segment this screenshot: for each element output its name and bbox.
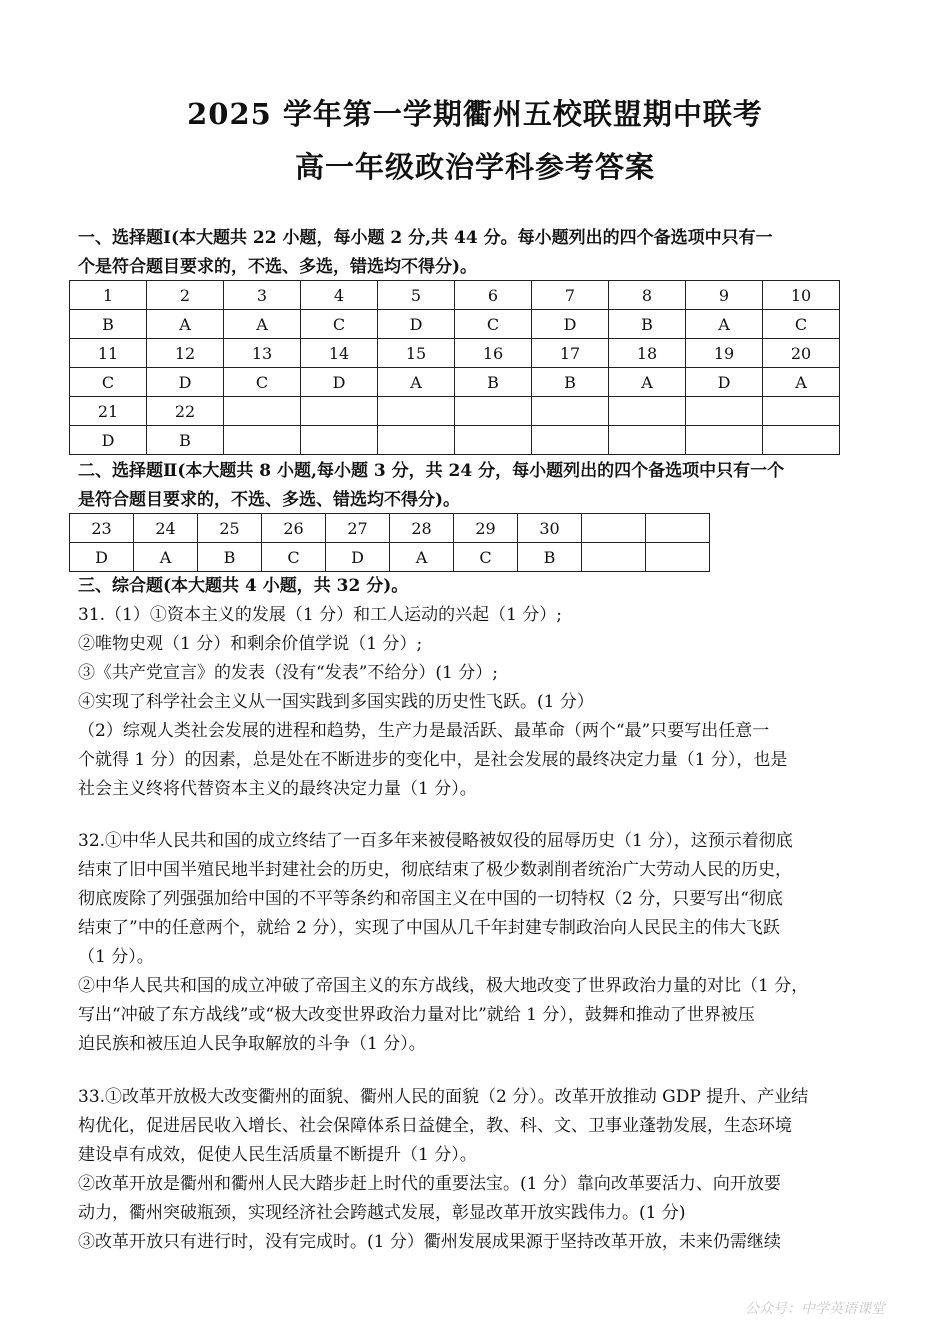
answer-cell: D [378,310,455,339]
answer-line: 写出“冲破了东方战线”或“极大改变世界政治力量对比”就给 1 分），鼓舞和推动了世界被压 [78,1005,755,1025]
answer-cell: D [70,426,147,455]
question-number-cell: 14 [301,339,378,368]
table-row [70,281,840,310]
table-row [70,543,710,572]
question-number-cell: 25 [198,514,262,543]
question-number-cell: 20 [763,339,840,368]
question-32-answer [78,827,878,1059]
question-number-cell: 19 [686,339,763,368]
page-title: 2025 学年第一学期衢州五校联盟期中联考 [187,97,763,131]
question-number-cell [532,397,609,426]
answer-cell: B [147,426,224,455]
page-subtitle: 高一年级政治学科参考答案 [294,150,655,184]
answer-cell: C [301,310,378,339]
question-number-cell: 22 [147,397,224,426]
answer-cell: A [147,310,224,339]
question-31-answer [78,601,878,804]
answer-cell: C [70,368,147,397]
question-number-cell: 16 [455,339,532,368]
answer-line: 建设卓有成效，促使人民生活质量不断提升（1 分）。 [78,1145,477,1165]
question-number-cell: 15 [378,339,455,368]
answer-cell: B [532,368,609,397]
question-number-cell [301,397,378,426]
question-number-cell: 9 [686,281,763,310]
question-number-cell [763,397,840,426]
question-number-cell: 23 [70,514,134,543]
question-number-cell: 2 [147,281,224,310]
answer-cell [646,543,710,572]
answer-cell: B [518,543,582,572]
answer-line: 31.（1）①资本主义的发展（1 分）和工人运动的兴起（1 分）; [78,605,563,625]
watermark: 公众号：中学英语课堂 [745,1301,885,1317]
question-number-cell: 26 [262,514,326,543]
answer-line: 社会主义终将代替资本主义的最终决定力量（1 分）。 [78,779,477,799]
answer-cell: D [70,543,134,572]
question-number-cell: 1 [70,281,147,310]
answer-table-1 [69,280,840,455]
question-number-cell: 7 [532,281,609,310]
answer-cell [455,426,532,455]
answer-cell: D [686,368,763,397]
question-number-cell: 17 [532,339,609,368]
answer-line: 个就得 1 分）的因素，总是处在不断进步的变化中，是社会发展的最终决定力量（1 分），也是 [78,750,788,770]
answer-cell: B [70,310,147,339]
answer-cell: A [224,310,301,339]
answer-cell: C [224,368,301,397]
question-number-cell: 27 [326,514,390,543]
answer-cell: B [198,543,262,572]
answer-cell: D [147,368,224,397]
section2-heading-line1: 二、选择题Ⅱ(本大题共 8 小题,每小题 3 分，共 24 分，每小题列出的四个备选项中只有一个 [78,461,785,481]
question-number-cell: 12 [147,339,224,368]
answer-line: （2）综观人类社会发展的进程和趋势，生产力是最活跃、最革命（两个“最”只要写出任意一 [78,721,770,741]
question-number-cell: 13 [224,339,301,368]
section1-heading-line1: 一、选择题Ⅰ(本大题共 22 小题，每小题 2 分,共 44 分。每小题列出的四个备选项中只有一 [78,228,773,248]
answer-line: ③改革开放只有进行时，没有完成时。(1 分）衢州发展成果源于坚持改革开放，未来仍需继续 [78,1232,781,1252]
answer-cell: C [763,310,840,339]
section3-heading: 三、综合题(本大题共 4 小题，共 32 分)。 [78,576,409,596]
question-number-cell: 5 [378,281,455,310]
answer-cell: B [455,368,532,397]
table-row [70,426,840,455]
answer-cell: D [301,368,378,397]
question-number-cell: 24 [134,514,198,543]
answer-cell: D [532,310,609,339]
answer-cell: B [609,310,686,339]
question-number-cell: 4 [301,281,378,310]
answer-line: 33.①改革开放极大改变衢州的面貌、衢州人民的面貌（2 分）。改革开放推动 GDP 提升、产业结 [78,1087,809,1107]
question-number-cell: 11 [70,339,147,368]
section2-heading [78,457,878,515]
answer-cell: C [455,310,532,339]
answer-cell: A [134,543,198,572]
answer-cell: C [262,543,326,572]
question-number-cell: 10 [763,281,840,310]
question-number-cell [224,397,301,426]
table-row [70,368,840,397]
section1-heading-line2: 个是符合题目要求的，不选、多选，错选均不得分)。 [78,257,478,277]
answer-line: ②中华人民共和国的成立冲破了帝国主义的东方战线，极大地改变了世界政治力量的对比（1 分， [78,976,809,996]
section1-heading [78,224,878,282]
answer-cell [686,426,763,455]
question-number-cell: 21 [70,397,147,426]
answer-cell: A [686,310,763,339]
question-number-cell [455,397,532,426]
answer-cell [224,426,301,455]
question-number-cell: 30 [518,514,582,543]
answer-table-2 [69,513,710,572]
table-row [70,310,840,339]
answer-line: ③《共产党宣言》的发表（没有“发表”不给分）(1 分）; [78,663,498,683]
answer-cell [301,426,378,455]
question-33-answer [78,1083,878,1257]
answer-cell [582,543,646,572]
answer-line: 结束了”中的任意两个，就给 2 分），实现了中国从几千年封建专制政治向人民民主的伟大飞跃 [78,918,780,938]
answer-line: 32.①中华人民共和国的成立终结了一百多年来被侵略被奴役的屈辱历史（1 分），这预示着彻底 [78,831,793,851]
answer-line: ②唯物史观（1 分）和剩余价值学说（1 分）; [78,634,423,654]
answer-line: 构优化，促进居民收入增长、社会保障体系日益健全，教、科、文、卫事业蓬勃发展，生态环境 [78,1116,792,1136]
answer-cell: D [326,543,390,572]
section2-heading-line2: 是符合题目要求的，不选、多选、错选均不得分)。 [78,490,461,510]
answer-line: （1 分）。 [78,947,154,967]
answer-cell [378,426,455,455]
answer-line: 动力，衢州突破瓶颈，实现经济社会跨越式发展，彰显改革开放实践伟力。(1 分) [78,1203,686,1223]
question-number-cell: 3 [224,281,301,310]
question-number-cell [378,397,455,426]
answer-cell: A [763,368,840,397]
answer-cell: A [609,368,686,397]
answer-cell [609,426,686,455]
question-number-cell [686,397,763,426]
question-number-cell: 8 [609,281,686,310]
answer-line: ④实现了科学社会主义从一国实践到多国实践的历史性飞跃。(1 分） [78,692,594,712]
question-number-cell: 6 [455,281,532,310]
answer-line: 结束了旧中国半殖民地半封建社会的历史，彻底结束了极少数剥削者统治广大劳动人民的历史， [78,860,792,880]
question-number-cell [609,397,686,426]
question-number-cell: 18 [609,339,686,368]
answer-line: ②改革开放是衢州和衢州人民大踏步赶上时代的重要法宝。(1 分）靠向改革要活力、向开放要 [78,1174,781,1194]
table-row [70,339,840,368]
answer-cell: C [454,543,518,572]
table-row [70,397,840,426]
question-number-cell [582,514,646,543]
question-number-cell: 29 [454,514,518,543]
table-row [70,514,710,543]
answer-cell: A [390,543,454,572]
answer-line: 迫民族和被压迫人民争取解放的斗争（1 分）。 [78,1034,426,1054]
question-number-cell [646,514,710,543]
answer-cell [763,426,840,455]
question-number-cell: 28 [390,514,454,543]
answer-line: 彻底废除了列强强加给中国的不平等条约和帝国主义在中国的一切特权（2 分，只要写出“彻底 [78,889,783,909]
answer-cell [532,426,609,455]
answer-cell: A [378,368,455,397]
